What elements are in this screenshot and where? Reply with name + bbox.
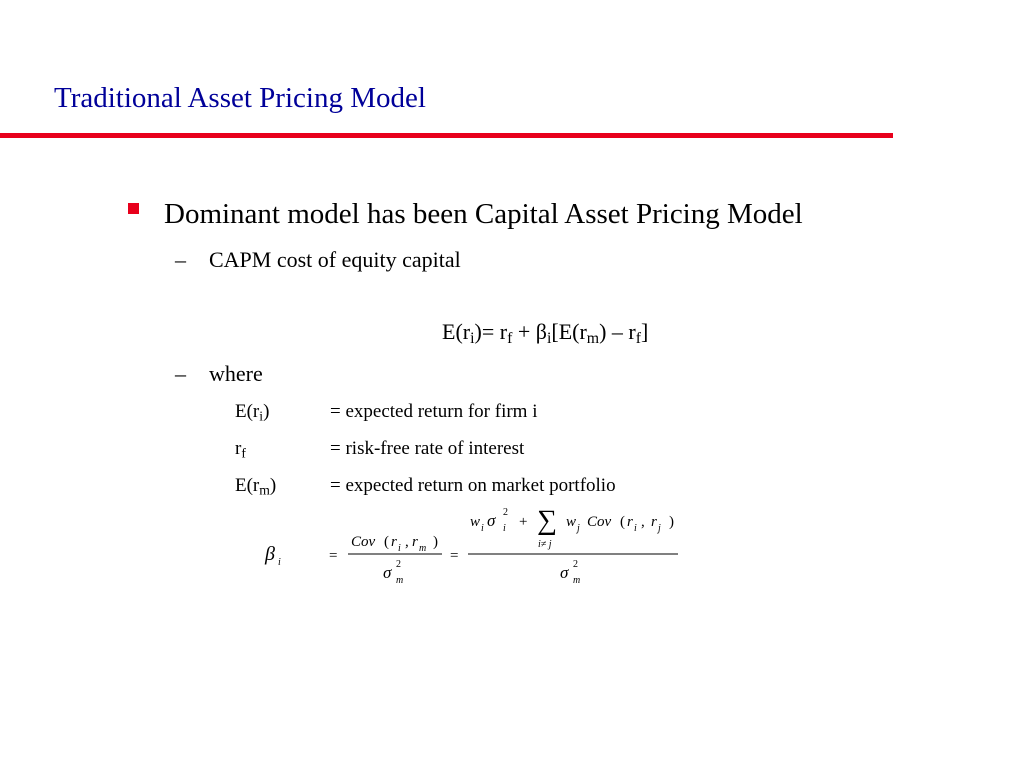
svg-text:i: i: [481, 523, 484, 534]
summation-symbol: ∑: [537, 505, 557, 536]
svg-text:m: m: [396, 575, 404, 586]
svg-text:r: r: [651, 514, 657, 530]
svg-text:2: 2: [573, 559, 578, 570]
capm-formula: $E(r_i)= r_f + \beta_i[E(r_m) - r_f]$: [442, 319, 649, 347]
svg-text:(: (: [384, 534, 389, 550]
equals-sign: =: [329, 548, 338, 564]
svg-text:r: r: [391, 534, 397, 550]
definition-term: $r_f$: [235, 438, 246, 461]
svg-text:): ): [669, 514, 674, 530]
svg-text:i: i: [278, 557, 281, 568]
svg-text:2: 2: [396, 559, 401, 570]
bullet-marker-square: [128, 203, 139, 214]
svg-text:m: m: [419, 543, 427, 554]
svg-text:i: i: [398, 543, 401, 554]
sub-bullet-dash: –: [175, 361, 186, 386]
beta-symbol: β: [535, 319, 547, 344]
svg-text:i: i: [634, 523, 637, 534]
svg-text:w: w: [470, 514, 481, 530]
svg-text:σ: σ: [487, 511, 496, 530]
svg-text:(: (: [620, 514, 625, 530]
svg-text:i≠ j: i≠ j: [538, 539, 552, 550]
svg-text:r: r: [412, 534, 418, 550]
svg-text:m: m: [573, 575, 581, 586]
svg-text:Cov: Cov: [351, 534, 376, 550]
definition-term: $E(r_i)$: [235, 401, 270, 424]
svg-text:i: i: [503, 523, 506, 534]
definition-description: = expected return for firm i: [330, 401, 538, 422]
definition-description: = risk-free rate of interest: [330, 438, 525, 459]
svg-text:): ): [433, 534, 438, 550]
beta-formula: [0, 500, 1024, 600]
svg-text:r: r: [627, 514, 633, 530]
svg-text:+: +: [519, 514, 528, 530]
svg-text:j: j: [658, 523, 661, 534]
svg-text:,: ,: [641, 514, 645, 530]
svg-text:2: 2: [503, 507, 508, 518]
sub-bullet-text: where: [209, 361, 263, 386]
svg-text:Cov: Cov: [587, 514, 612, 530]
slide-title: Traditional Asset Pricing Model: [54, 82, 426, 114]
beta-symbol: β: [265, 543, 275, 565]
svg-text:j: j: [577, 523, 580, 534]
definition-term: $E(r_m)$: [235, 475, 277, 498]
definition-description: = expected return on market portfolio: [330, 475, 616, 496]
svg-text:,: ,: [405, 534, 409, 550]
sub-bullet-dash: –: [175, 247, 186, 272]
sub-bullet-text: CAPM cost of equity capital: [209, 247, 461, 272]
svg-text:w: w: [566, 514, 577, 530]
equals-sign: =: [450, 548, 459, 564]
title-underline: [0, 133, 893, 138]
svg-text:σ: σ: [383, 563, 392, 582]
capm-lhs: E(r: [442, 319, 471, 344]
svg-text:σ: σ: [560, 563, 569, 582]
bullet-text: Dominant model has been Capital Asset Pricing Model: [164, 198, 803, 230]
